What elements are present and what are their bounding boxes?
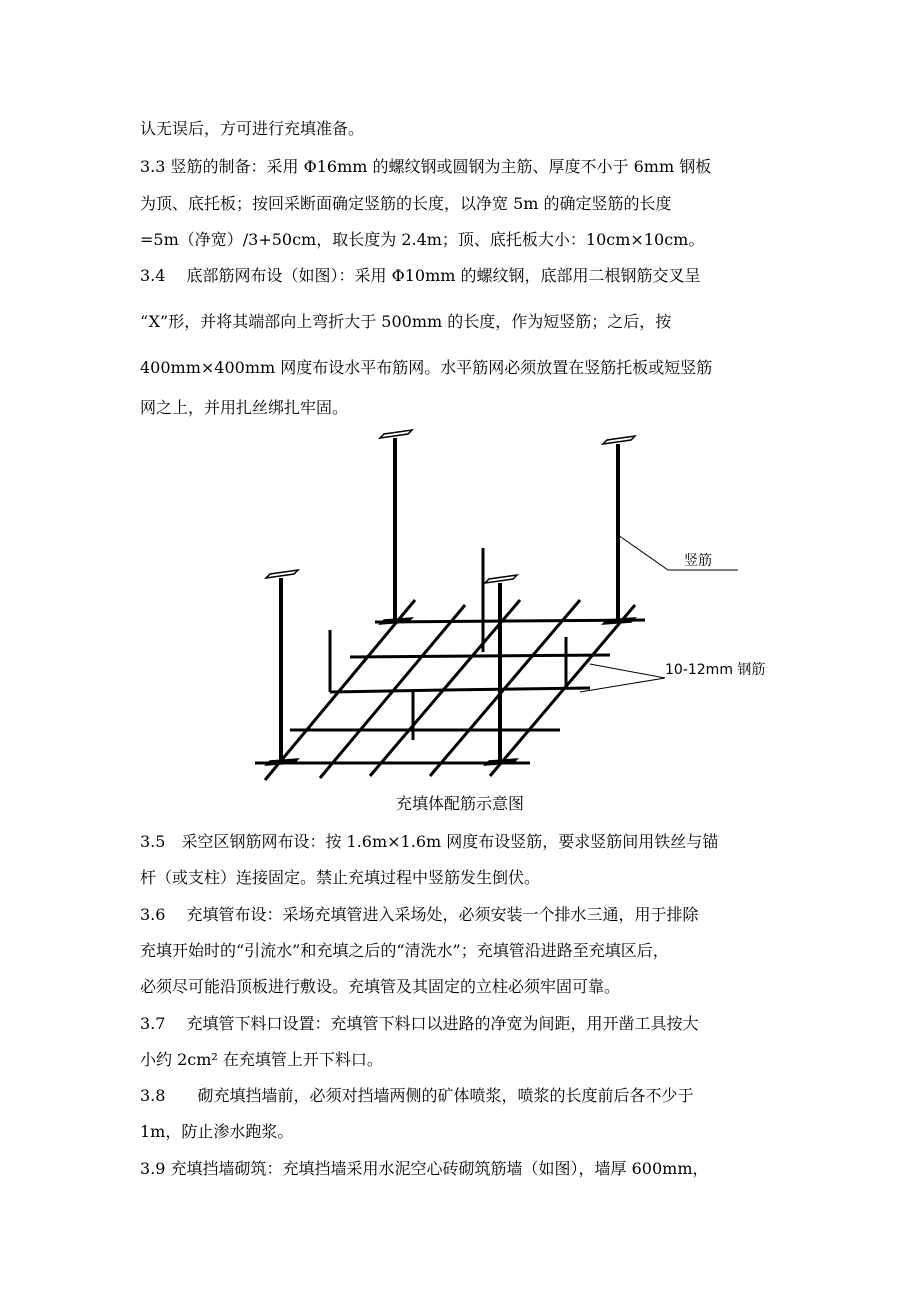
- text-line: 3.9 充填挡墙砌筑：充填挡墙采用水泥空心砖砌筑筋墙（如图），墙厚 600mm，: [140, 1159, 709, 1178]
- leader-line: [618, 535, 738, 570]
- text-line: 3.8 砌充填挡墙前，必须对挡墙两侧的矿体喷浆，喷浆的长度前后各不少于: [140, 1086, 694, 1105]
- label-mesh-bar: 10-12mm 钢筋: [665, 662, 766, 678]
- leader-line: [580, 678, 665, 692]
- top-plate: [603, 436, 635, 444]
- text-line: 3.5 采空区钢筋网布设：按 1.6m×1.6m 网度布设竖筋，要求竖筋间用铁丝与锚: [140, 832, 719, 851]
- text-line: 3.4 底部筋网布设（如图）：采用 Φ10mm 的螺纹钢，底部用二根钢筋交叉呈: [140, 266, 701, 285]
- label-vertical-bar: 竖筋: [684, 553, 712, 569]
- top-plate: [380, 430, 412, 438]
- text-line: 认无误后，方可进行充填准备。: [140, 119, 365, 138]
- top-plate: [485, 575, 517, 583]
- text-line: 必须尽可能沿顶板进行敷设。充填管及其固定的立柱必须牢固可靠。: [140, 977, 621, 996]
- text-line: “X”形，并将其端部向上弯折大于 500mm 的长度，作为短竖筋；之后，按: [140, 312, 672, 331]
- text-line: 杆（或支柱）连接固定。禁止充填过程中竖筋发生倒伏。: [140, 868, 541, 887]
- top-plate: [266, 570, 298, 578]
- text-line: 3.3 竖筋的制备：采用 Φ16mm 的螺纹钢或圆钢为主筋、厚度不小于 6mm 钢板: [140, 157, 712, 176]
- text-line: 3.6 充填管布设：采场充填管进入采场处，必须安装一个排水三通，用于排除: [140, 905, 699, 924]
- text-line: 1m，防止渗水跑浆。: [140, 1122, 294, 1141]
- mesh-bar: [330, 690, 445, 692]
- text-line: 充填开始时的“引流水”和充填之后的“清洗水”；充填管沿进路至充填区后，: [140, 941, 669, 960]
- text-line: 为顶、底托板；按回采断面确定竖筋的长度，以净宽 5m 的确定竖筋的长度: [140, 194, 672, 213]
- mesh-bar: [445, 688, 590, 690]
- text-line: 网之上，并用扎丝绑扎牢固。: [140, 398, 349, 417]
- text-line: 400mm×400mm 网度布设水平布筋网。水平筋网必须放置在竖筋托板或短竖筋: [140, 358, 713, 377]
- mesh-bar: [350, 655, 610, 657]
- leader-line: [590, 664, 665, 678]
- text-line: =5m（净宽）/3+50cm，取长度为 2.4m；顶、底托板大小：10cm×10cm。: [140, 230, 705, 249]
- text-line: 小约 2cm² 在充填管上开下料口。: [140, 1050, 383, 1069]
- text-line: 3.7 充填管下料口设置：充填管下料口以进路的净宽为间距，用开凿工具按大: [140, 1014, 699, 1033]
- figure-caption: 充填体配筋示意图: [395, 794, 524, 813]
